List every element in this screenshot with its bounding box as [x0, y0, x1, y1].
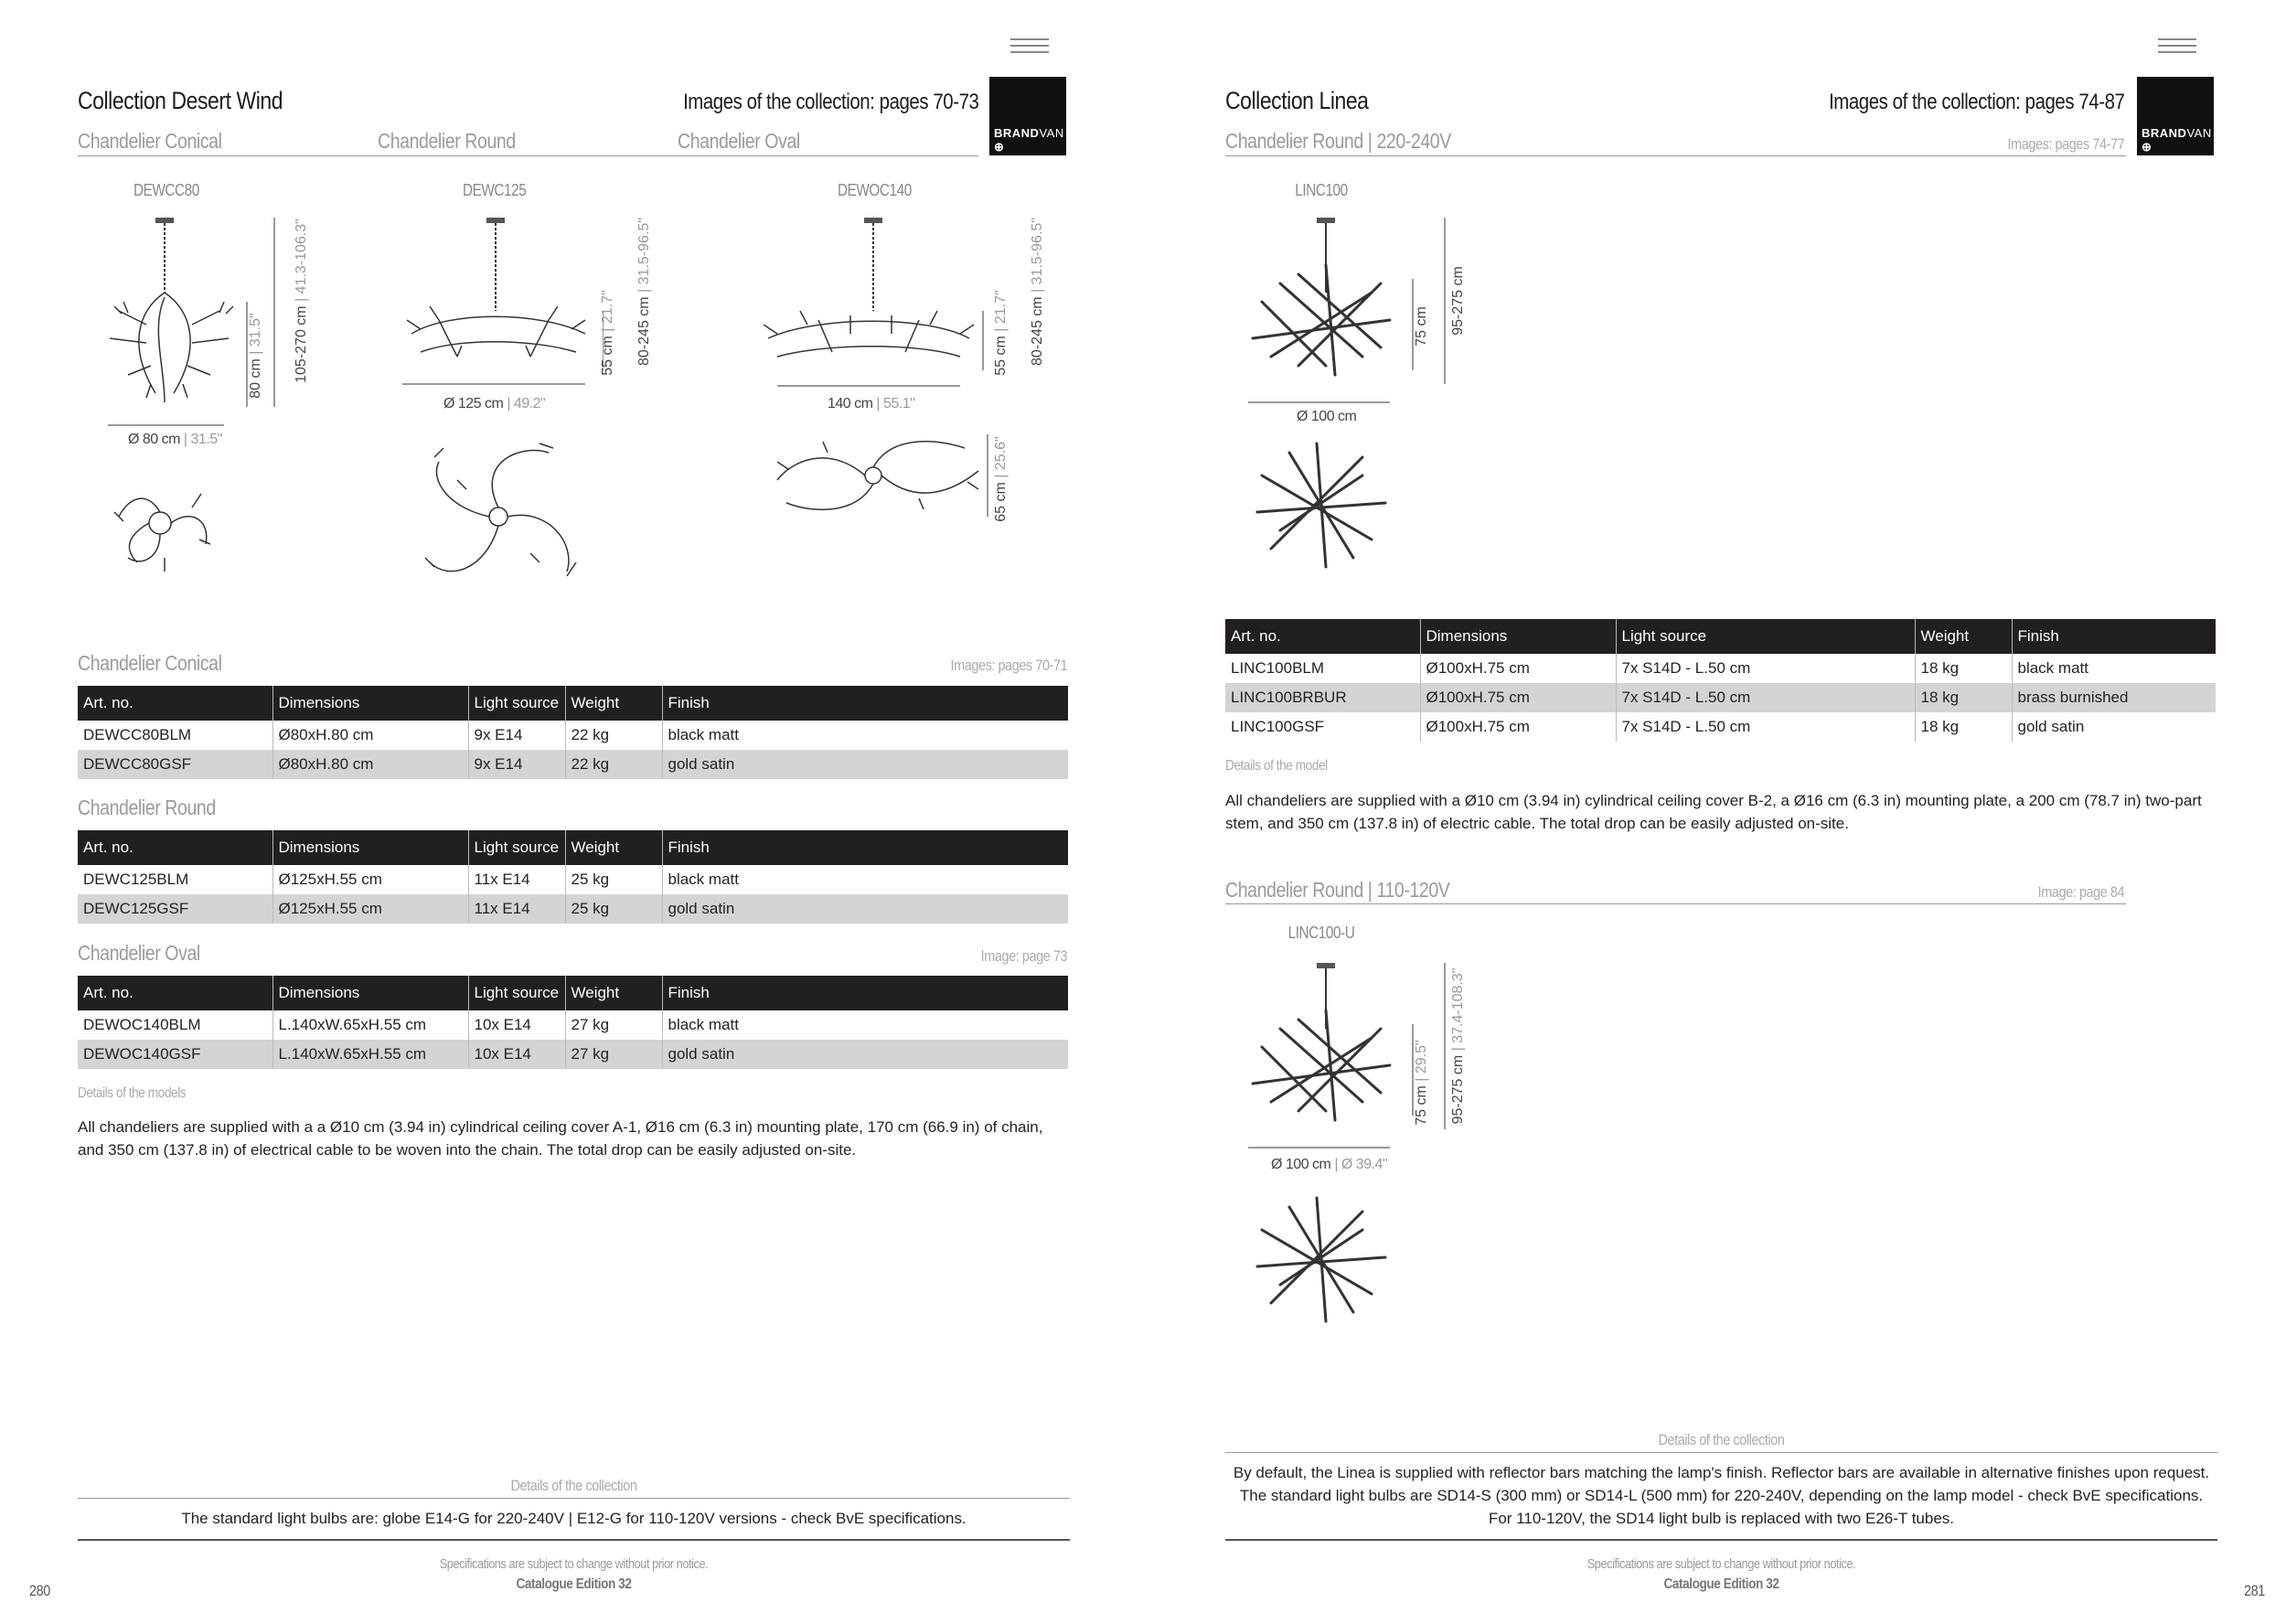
product-code: DEWOC140 — [838, 181, 912, 199]
spec-table-oval — [78, 976, 1068, 1069]
table-row: DEWOC140GSF L.140xW.65xH.55 cm 10x E14 27 kg gold satin — [78, 1040, 1068, 1069]
section-images-ref: Images: pages 70-71 — [950, 657, 1067, 674]
divider — [1225, 1452, 2217, 1453]
col-header: Light source — [468, 686, 565, 721]
product-code: DEWCC80 — [134, 181, 199, 199]
collection-details-heading: Details of the collection — [1658, 1431, 1785, 1448]
table-row: DEWOC140BLM L.140xW.65xH.55 cm 10x E14 27 kg black matt — [78, 1010, 1068, 1040]
linea-u-chandelier-drawing — [1244, 956, 1463, 1157]
tab-round[interactable]: Chandelier Round — [378, 129, 516, 153]
chandelier-conical-drawing — [101, 210, 320, 448]
width-dimension: 65 cm | 25.6" — [993, 436, 1009, 522]
page-number: 280 — [29, 1582, 50, 1599]
table-row: LINC100GSF Ø100xH.75 cm 7x S14D - L.50 cm 18 kg gold satin — [1225, 712, 2216, 742]
linea-u-chandelier-topview — [1253, 1193, 1390, 1326]
height-dimension: 75 cm — [1414, 306, 1429, 347]
col-header: Weight — [1915, 619, 2012, 654]
table-row: DEWC125GSF Ø125xH.55 cm 11x E14 25 kg gold satin — [78, 894, 1068, 924]
menu-icon[interactable] — [2158, 38, 2196, 58]
section-images-ref: Image: page 73 — [980, 947, 1067, 965]
sub-images-ref-2: Image: page 84 — [2037, 883, 2124, 901]
col-header: Weight — [565, 976, 662, 1010]
images-ref: Images of the collection: pages 74-87 — [1828, 90, 2124, 114]
chandelier-oval-topview — [773, 425, 992, 526]
col-header: Weight — [565, 686, 662, 721]
footer-note: Specifications are subject to change without prior notice. — [1586, 1556, 1856, 1572]
col-header: Dimensions — [272, 976, 468, 1010]
linea-chandelier-drawing — [1244, 210, 1463, 411]
col-header: Dimensions — [1420, 619, 1616, 654]
brand-logo: BRANDVAN ⊕ EGMOND — [989, 77, 1066, 155]
table-row: LINC100BRBUR Ø100xH.75 cm 7x S14D - L.50 cm 18 kg brass burnished — [1225, 683, 2216, 712]
col-header: Art. no. — [78, 686, 272, 721]
divider — [1225, 903, 2126, 904]
footer-edition: Catalogue Edition 32 — [1663, 1576, 1779, 1592]
height-dimension: 55 cm | 21.7" — [993, 290, 1009, 376]
table-row: DEWCC80GSF Ø80xH.80 cm 9x E14 22 kg gold satin — [78, 750, 1068, 779]
col-header: Light source — [468, 976, 565, 1010]
diameter-dimension: Ø 100 cm — [1297, 409, 1357, 424]
section-heading-round: Chandelier Round — [78, 796, 216, 819]
height-dimension: 55 cm | 21.7" — [600, 290, 615, 376]
section-heading-conical: Chandelier Conical — [78, 651, 222, 675]
details-line: By default, the Linea is supplied with reflector bars matching the lamp's finish. Reflector bars are available in alternative finishes upon request. — [1233, 1464, 2210, 1481]
drop-dimension: 105-270 cm | 41.3-106.3" — [294, 219, 309, 383]
diameter-dimension: Ø 100 cm | Ø 39.4" — [1271, 1157, 1388, 1172]
col-header: Light source — [468, 830, 565, 865]
divider — [78, 1498, 1070, 1499]
details-heading: Details of the model — [1225, 758, 1328, 774]
details-line: For 110-120V, the SD14 light bulb is replaced with two E26-T tubes. — [1488, 1510, 1955, 1527]
product-code: LINC100-U — [1287, 924, 1355, 942]
tab-oval[interactable]: Chandelier Oval — [678, 129, 800, 153]
col-header: Finish — [662, 686, 1068, 721]
divider — [1225, 155, 2126, 156]
table-row: DEWCC80BLM Ø80xH.80 cm 9x E14 22 kg black matt — [78, 721, 1068, 750]
footer-edition: Catalogue Edition 32 — [516, 1576, 632, 1592]
table-row: LINC100BLM Ø100xH.75 cm 7x S14D - L.50 cm 18 kg black matt — [1225, 654, 2216, 683]
col-header: Finish — [662, 830, 1068, 865]
length-dimension: 140 cm | 55.1" — [828, 396, 915, 411]
brand-logo: BRANDVAN ⊕ EGMOND — [2137, 77, 2214, 155]
col-header: Dimensions — [272, 830, 468, 865]
col-header: Weight — [565, 830, 662, 865]
col-header: Finish — [2012, 619, 2216, 654]
spec-table-linea — [1225, 619, 2216, 742]
chandelier-round-topview — [411, 425, 594, 608]
collection-details-text: The standard light bulbs are: globe E14-G for 220-240V | E12-G for 110-120V versions - check BvE specifications. — [181, 1510, 967, 1527]
collection-title: Collection Desert Wind — [78, 87, 283, 114]
drop-dimension: 95-275 cm — [1450, 266, 1466, 336]
collection-details-heading: Details of the collection — [510, 1477, 637, 1494]
divider — [1225, 1539, 2217, 1541]
spec-table-round — [78, 830, 1068, 924]
product-code: DEWC125 — [463, 181, 527, 199]
images-ref: Images of the collection: pages 70-73 — [682, 90, 978, 114]
collection-title: Collection Linea — [1225, 87, 1369, 114]
details-line: The standard light bulbs are SD14-S (300 mm) or SD14-L (500 mm) for 220-240V, depending on the lamp model - check BvE specifications. — [1239, 1487, 2204, 1504]
col-header: Finish — [662, 976, 1068, 1010]
col-header: Art. no. — [78, 830, 272, 865]
chandelier-round-drawing — [402, 210, 604, 393]
height-dimension: 75 cm | 29.5" — [1414, 1040, 1429, 1126]
details-heading: Details of the models — [78, 1085, 187, 1101]
col-header: Light source — [1616, 619, 1915, 654]
menu-icon[interactable] — [1010, 38, 1049, 58]
table-row: DEWC125BLM Ø125xH.55 cm 11x E14 25 kg black matt — [78, 865, 1068, 894]
col-header: Art. no. — [1225, 619, 1420, 654]
details-text: All chandeliers are supplied with a Ø10 cm (3.94 in) cylindrical ceiling cover B-2, a Ø16 cm (6.3 in) mounting plate, a 200 cm (78.7 in) two-part stem, and 350 cm (137.8 in) of electric cable. The total drop can be easily adjusted on-site. — [1225, 792, 2202, 832]
details-text: All chandeliers are supplied with a a Ø10 cm (3.94 in) cylindrical ceiling cover A-1, Ø16 cm (6.3 in) mounting plate, 170 cm (66.9 in) of chain, and 350 cm (137.8 in) of electrical cable to be woven into the chain. The total drop can be easily adjusted on-site. — [78, 1118, 1043, 1159]
col-header: Dimensions — [272, 686, 468, 721]
drop-dimension: 95-275 cm | 37.4-108.3" — [1450, 967, 1466, 1125]
height-dimension: 80 cm | 31.5" — [248, 313, 263, 399]
footer-note: Specifications are subject to change without prior notice. — [439, 1556, 709, 1572]
drop-dimension: 80-245 cm | 31.5-96.5" — [1030, 218, 1045, 366]
sub-images-ref: Images: pages 74-77 — [2007, 135, 2124, 153]
tab-conical[interactable]: Chandelier Conical — [78, 129, 222, 153]
chandelier-conical-topview — [110, 471, 219, 576]
section-heading-oval: Chandelier Oval — [78, 941, 200, 965]
collection-details-text — [1225, 1461, 2217, 1530]
linea-chandelier-topview — [1253, 439, 1390, 572]
col-header: Art. no. — [78, 976, 272, 1010]
sub-heading-2: Chandelier Round | 110-120V — [1225, 878, 1450, 902]
sub-heading: Chandelier Round | 220-240V — [1225, 129, 1451, 153]
diameter-dimension: Ø 125 cm | 49.2" — [443, 396, 546, 411]
spec-table-conical — [78, 686, 1068, 779]
chandelier-oval-drawing — [764, 210, 1001, 402]
page-number: 281 — [2244, 1582, 2265, 1599]
diameter-dimension: Ø 80 cm | 31.5" — [128, 432, 222, 447]
product-code: LINC100 — [1295, 181, 1348, 199]
drop-dimension: 80-245 cm | 31.5-96.5" — [636, 218, 652, 366]
divider — [78, 1539, 1070, 1541]
divider — [78, 155, 978, 156]
